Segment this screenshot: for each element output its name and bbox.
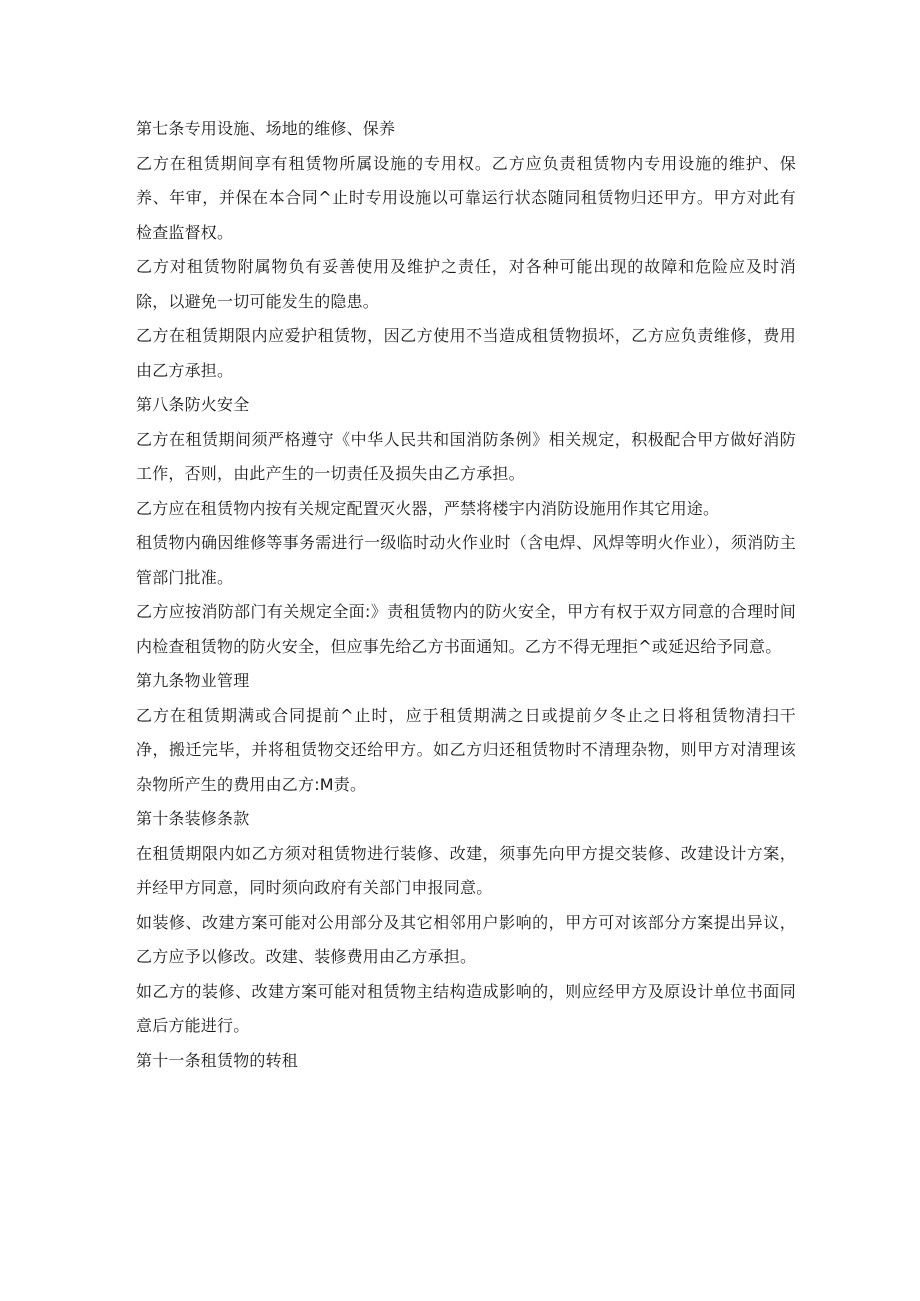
paragraph: 乙方对租赁物附属物负有妥善使用及维护之责任，对各种可能出现的故障和危险应及时消除，以避免一切可能发生的隐患。 — [136, 257, 796, 311]
section-heading-7: 第七条专用设施、场地的维修、保养 — [136, 119, 396, 138]
paragraph: 如装修、改建方案可能对公用部分及其它相邻用户影响的，甲方可对该部分方案提出异议，乙方应予以修改。改建、装修费用由乙方承担。 — [136, 912, 796, 966]
section-heading-11: 第十一条租赁物的转租 — [136, 1050, 299, 1070]
section-heading-8: 第八条防火安全 — [136, 395, 250, 414]
section-heading-10: 第十条装修条款 — [136, 809, 250, 828]
paragraph: 租赁物内确因维修等事务需进行一级临时动火作业时（含电焊、风焊等明火作业），须消防主管部门批准。 — [136, 533, 796, 587]
section-heading-9: 第九条物业管理 — [136, 671, 250, 690]
paragraph: 乙方在租赁期限内应爱护租赁物，因乙方使用不当造成租赁物损坏，乙方应负责维修，费用由乙方承担。 — [136, 326, 796, 380]
paragraph: 如乙方的装修、改建方案可能对租赁物主结构造成影响的，则应经甲方及原设计单位书面同意后方能进行。 — [136, 981, 796, 1035]
paragraph: 乙方在租赁期满或合同提前^止时，应于租赁期满之日或提前夕冬止之日将租赁物清扫干净，搬迁完毕，并将租赁物交还给甲方。如乙方归还租赁物时不清理杂物，则甲方对清理该杂物所产生的费用由乙方:M责。 — [136, 705, 796, 794]
paragraph: 乙方在租赁期间须严格遵守《中华人民共和国消防条例》相关规定，积极配合甲方做好消防工作，否则，由此产生的一切责任及损失由乙方承担。 — [136, 429, 796, 483]
paragraph: 乙方在租赁期间享有租赁物所属设施的专用权。乙方应负责租赁物内专用设施的维护、保养、年审，并保在本合同^止时专用设施以可靠运行状态随同租赁物归还甲方。甲方对此有检查监督权。 — [136, 153, 796, 242]
paragraph: 乙方应按消防部门有关规定全面:》责租赁物内的防火安全，甲方有权于双方同意的合理时间内检查租赁物的防火安全，但应事先给乙方书面通知。乙方不得无理拒^或延迟给予同意。 — [136, 602, 796, 656]
paragraph: 在租赁期限内如乙方须对租赁物进行装修、改建，须事先向甲方提交装修、改建设计方案，并经甲方同意，同时须向政府有关部门申报同意。 — [136, 843, 796, 897]
paragraph: 乙方应在租赁物内按有关规定配置灭火器，严禁将楼宇内消防设施用作其它用途。 — [136, 498, 720, 518]
document-page — [136, 112, 796, 1078]
